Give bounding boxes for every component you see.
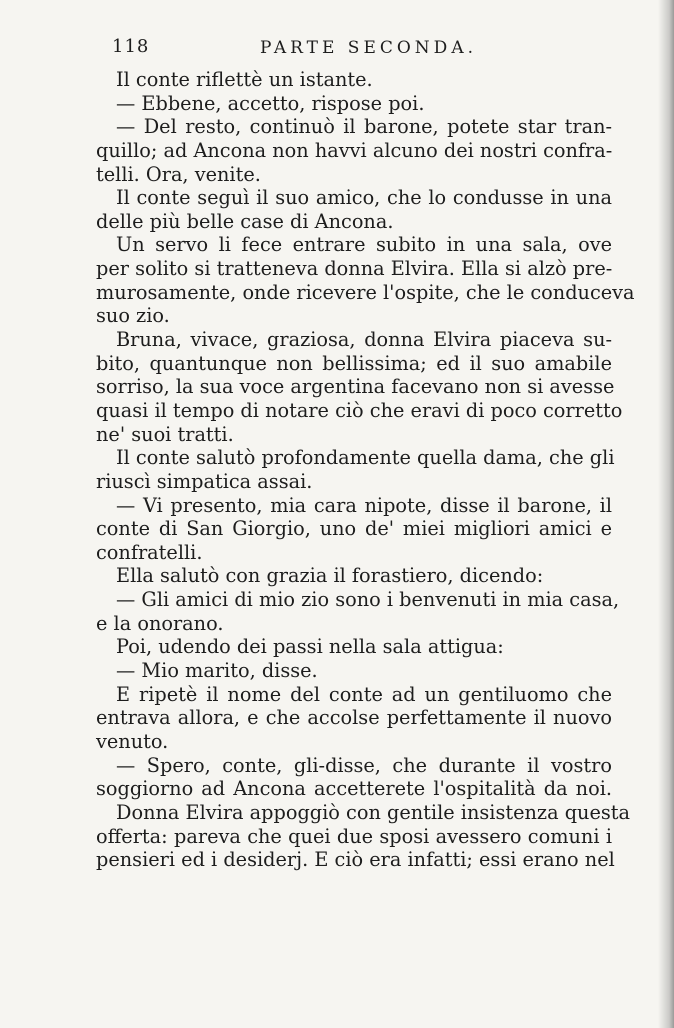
text-line: confratelli.	[96, 540, 203, 564]
text-line: venuto.	[96, 729, 169, 753]
page-number: 118	[112, 36, 150, 57]
text-line: E ripetè il nome del conte ad un gentiluomo che	[116, 682, 612, 706]
text-line: Poi, udendo dei passi nella sala attigua:	[116, 635, 504, 659]
text-line: — Vi presento, mia cara nipote, disse il barone, il	[116, 493, 612, 517]
text-line: quillo; ad Ancona non havvi alcuno dei nostri confra-	[96, 138, 613, 162]
text-line: sorriso, la sua voce argentina facevano non si avesse	[96, 375, 615, 399]
text-line: Il conte riflettè un istante.	[116, 68, 373, 91]
text-line: ne' suoi tratti.	[96, 422, 234, 446]
text-line: pensieri ed i desiderj. E ciò era infatti; essi erano nel	[96, 848, 615, 872]
text-line: suo zio.	[96, 304, 170, 328]
page-header	[112, 36, 612, 66]
text-line: conte di San Giorgio, uno de' miei migliori amici e	[96, 517, 612, 541]
text-line: riuscì simpatica assai.	[96, 469, 313, 493]
text-line: Ella salutò con grazia il forastiero, dicendo:	[116, 564, 544, 588]
text-line: per solito si tratteneva donna Elvira. Ella si alzò pre-	[96, 257, 613, 281]
text-line: delle più belle case di Ancona.	[96, 209, 394, 233]
text-line: Il conte seguì il suo amico, che lo condusse in una	[116, 186, 612, 210]
text-line: — Mio marito, disse.	[116, 659, 318, 683]
text-line: e la onorano.	[96, 611, 224, 635]
text-line: entrava allora, e che accolse perfettamente il nuovo	[96, 706, 612, 730]
text-line: Donna Elvira appoggiò con gentile insistenza questa	[116, 800, 631, 824]
text-line: bito, quantunque non bellissima; ed il suo amabile	[96, 351, 612, 375]
text-line: murosamente, onde ricevere l'ospite, che le conduceva	[96, 280, 635, 304]
text-line: — Spero, conte, gli-disse, che durante il vostro	[116, 753, 612, 777]
text-line: soggiorno ad Ancona accetterete l'ospitalità da noi.	[96, 777, 612, 801]
text-line: quasi il tempo di notare ciò che eravi di poco corretto	[96, 398, 623, 422]
text-line: offerta: pareva che quei due sposi avessero comuni i	[96, 824, 612, 848]
text-line: — Del resto, continuò il barone, potete star tran-	[116, 115, 612, 139]
text-line: Un servo li fece entrare subito in una sala, ove	[116, 233, 612, 257]
running-title: PARTE SECONDA.	[260, 38, 477, 58]
text-line: Il conte salutò profondamente quella dama, che gli	[116, 446, 615, 470]
text-line: — Ebbene, accetto, rispose poi.	[116, 91, 425, 115]
text-line: telli. Ora, venite.	[96, 162, 261, 186]
body-text	[96, 68, 635, 872]
page-edge-shadow	[658, 0, 674, 1028]
text-line: — Gli amici di mio zio sono i benvenuti in mia casa,	[116, 588, 620, 612]
text-line: Bruna, vivace, graziosa, donna Elvira piaceva su-	[116, 328, 612, 352]
